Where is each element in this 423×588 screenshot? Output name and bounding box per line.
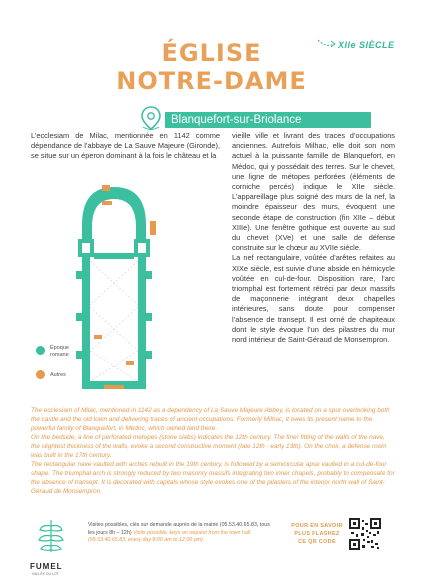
page-title-line1: ÉGLISE bbox=[161, 39, 262, 67]
qr-callout-line1: POUR EN SAVOIR bbox=[291, 523, 343, 529]
main-text-paragraph-1: vieille ville et livrant des traces d’occupations anciennes. Autrefois Milhac, elle doit son nom actuel à la puissante famille de Blanquefort, en Médoc, qui y possédait des terres. Sur le chevet, une ligne de métopes perforées (éléments de corniche percés) indique le XIIe siècle. L’appareillage plus soigné des murs de la nef, la moindre épaisseur des murs, évoquent une seconde étape de construction (fin XIIe – début XIIIe). Une fenêtre gothique est ouverte au sud du chevet (XVe) et une salle de défense construite sur le chœur au XVIIe siècle. bbox=[232, 131, 395, 253]
english-paragraph-2: On the bedside, a line of perforated metopes (stone slabs) indicates the 12th century. The finer fitting of the walls of the nave, the slightest thickness of the walls, evoke a second constructive moment (late 12th - early 13th). On the choir, a defense room was built in the 17th century. bbox=[31, 434, 387, 459]
page-title-line2: NOTRE-DAME bbox=[116, 67, 307, 95]
main-text-paragraph-2: La nef rectangulaire, voûtée d’arêtes refaites au XIXe siècle, est suivie d’une abside en hémicycle voûtée en cul-de-four. Disposition rare, l’arc triomphal est fortement rétréci par deux massifs de maçonnerie intégrant deux chapelles intérieures, sans doute pour compenser l’absence de transept. Il est orné de chapiteaux dont le style évoque l’un des pilastres du mur nord intérieur de Saint-Géraud de Monsempron. bbox=[232, 253, 395, 345]
century-label: XIIe SIÈCLE bbox=[338, 40, 395, 50]
english-paragraph-3: The rectangular nave vaulted with arches rebuilt in the 19th century, is followed by a semicircular apse vaulted in a cul-de-four shape. The triumphal arch is strongly reduced by two masonry massifs integrating two inner chapels, probably to compensate for the absence of transept. It is decorated with capitals whose style evokes one of the pilasters of the interior north wall of Saint-Géraud de Monsempron. bbox=[31, 461, 395, 495]
english-paragraph-1: The ecclesiam of Milac, mentioned in 1142 as a dependency of La Sauve Majeure Abbey, is located on a spur overlooking both the castle and the old town and delivering traces of ancient occupations. Formerly Milhac, it owes its present name to the powerful family of Blanquefort, in Médoc, which owned land there. bbox=[31, 407, 390, 432]
legend-swatch-romanesque bbox=[36, 346, 45, 355]
fumel-logo: FUMEL bbox=[30, 562, 63, 571]
english-translation bbox=[31, 406, 395, 496]
fumel-logo-subtitle: VALLÉE DU LOT bbox=[32, 572, 59, 576]
floor-plan-diagram bbox=[42, 185, 172, 397]
visit-info-fr: Visites possibles, clés sur demande auprès de la mairie (05.53.40.65.83, tous les jours 8h – 12h) bbox=[88, 522, 270, 536]
visit-info-en: Visits possible, keys on request from the town hall (05.53.40.65.83, every day 8:00 am to 12:00 pm) bbox=[88, 529, 251, 543]
qr-code-icon[interactable] bbox=[349, 518, 381, 550]
intro-text: L’ecclesiam de Milac, mentionnée en 1142 comme dépendance de l’abbaye de La Sauve Majeure (Gironde), se situe sur un éperon dominant à la fois le château et la bbox=[31, 131, 220, 161]
arrow-icon bbox=[316, 36, 338, 50]
location-banner: Blanquefort-sur-Briolance bbox=[165, 112, 371, 128]
qr-callout-line2: PLUS FLASHEZ bbox=[294, 531, 340, 537]
qr-callout bbox=[287, 522, 347, 546]
qr-callout-line3: CE QR CODE bbox=[298, 539, 336, 545]
legend-swatch-other bbox=[36, 370, 45, 379]
location-pin-icon bbox=[140, 105, 162, 131]
legend-label-other: Autres bbox=[50, 372, 66, 378]
visit-info bbox=[88, 522, 274, 545]
legend-label-romanesque: Époque romane bbox=[50, 345, 69, 358]
fumel-logo-icon bbox=[34, 518, 68, 560]
main-text bbox=[232, 131, 395, 345]
